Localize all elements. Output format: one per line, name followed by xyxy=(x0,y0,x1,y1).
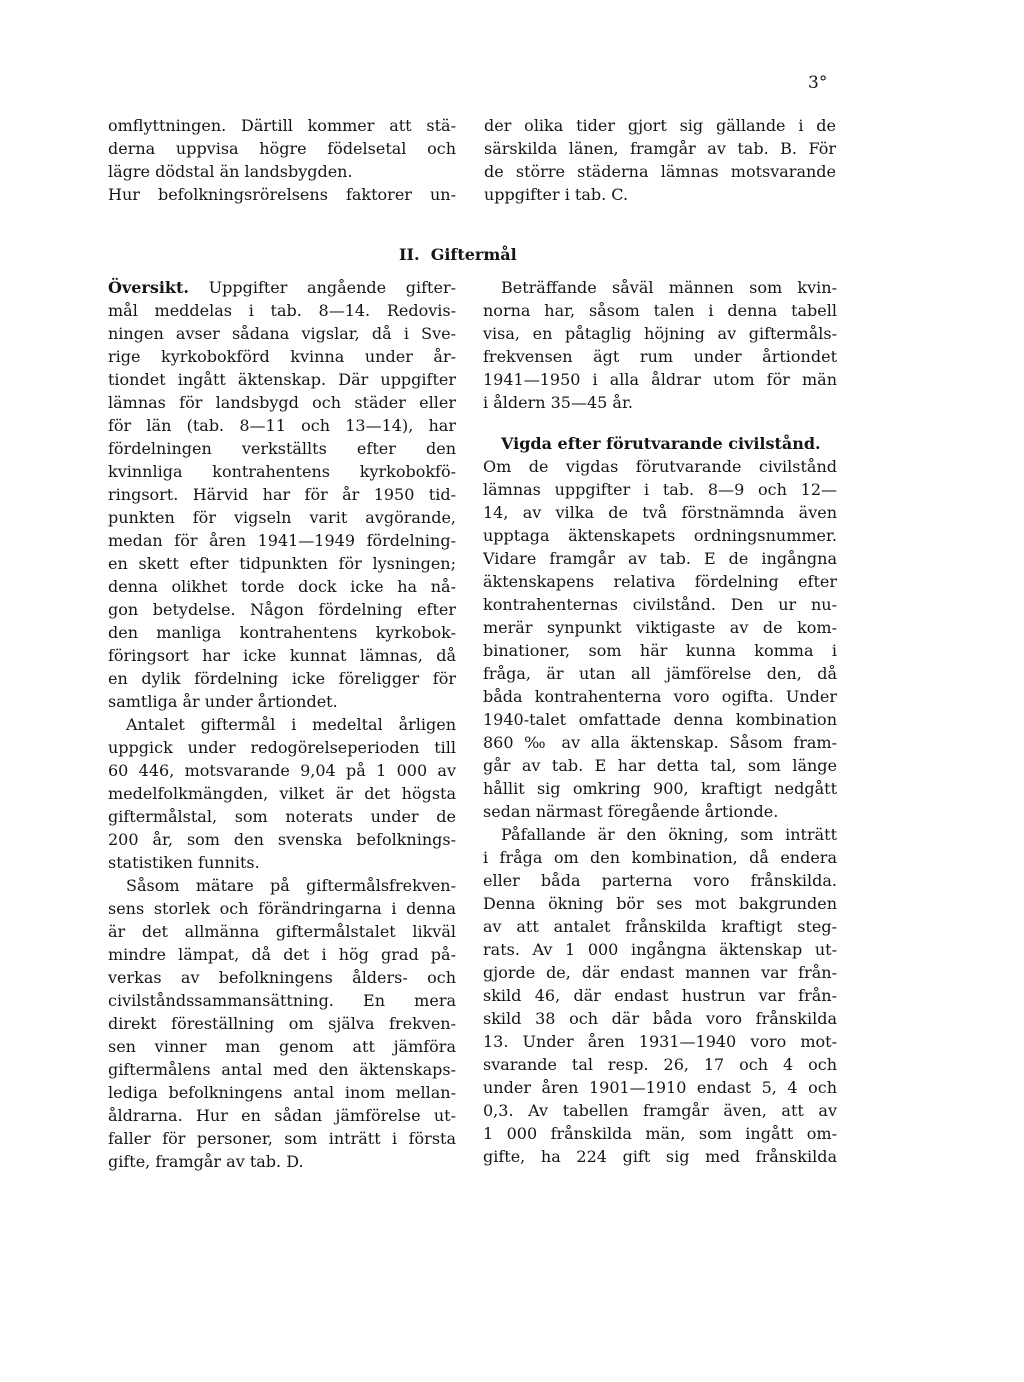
text-line: går av tab. E har detta tal, som länge xyxy=(483,756,837,775)
text-line: denna olikhet torde dock icke ha nå- xyxy=(108,577,456,596)
text-line: 1 000 frånskilda män, som ingått om- xyxy=(483,1124,837,1143)
text-line: mål meddelas i tab. 8—14. Redovis- xyxy=(108,301,456,320)
left-column xyxy=(108,276,456,1173)
text-line: civilståndssammansättning. En mera xyxy=(108,991,456,1010)
lead-label: Översikt. xyxy=(108,278,189,297)
text-line: punkten för vigseln varit avgörande, xyxy=(108,508,456,527)
text-line: kvinnliga kontrahentens kyrkobokfö- xyxy=(108,462,456,481)
text-line: giftermålens antal med den äktenskaps- xyxy=(108,1060,456,1079)
text-line: Påfallande är den ökning, som inträtt xyxy=(501,825,837,844)
text-line: svarande tal resp. 26, 17 och 4 och xyxy=(483,1055,837,1074)
text-line: den manliga kontrahentens kyrkobok- xyxy=(108,623,456,642)
text-line: 14, av vilka de två förstnämnda även xyxy=(483,503,837,522)
text-line: medelfolkmängden, vilket är det högsta xyxy=(108,784,456,803)
text-line: 860 ‰ av alla äktenskap. Såsom fram- xyxy=(483,733,837,752)
text-line: skild 46, där endast hustrun var från- xyxy=(483,986,837,1005)
text-line: kontrahenternas civilstånd. Den ur nu- xyxy=(483,595,837,614)
text-line: medan för åren 1941—1949 fördelning- xyxy=(108,531,456,550)
text-line: statistiken funnits. xyxy=(108,853,260,872)
text-line: rats. Av 1 000 ingångna äktenskap ut- xyxy=(483,940,837,959)
section-heading xyxy=(399,244,517,266)
text-line: faller för personer, som inträtt i första xyxy=(108,1129,456,1148)
text-line: lämnas för landsbygd och städer eller xyxy=(108,393,456,412)
text-line: Denna ökning bör ses mot bakgrunden xyxy=(483,894,837,913)
text-line: lediga befolkningens antal inom mellan- xyxy=(108,1083,456,1102)
text-line xyxy=(108,276,456,299)
text-line: ringsort. Härvid har för år 1950 tid- xyxy=(108,485,456,504)
text-line: samtliga år under årtiondet. xyxy=(108,692,338,711)
page-number: 3° xyxy=(808,73,828,93)
text-line: Antalet giftermål i medeltal årligen xyxy=(126,715,456,734)
text-line: Beträffande såväl männen som kvin- xyxy=(501,278,837,297)
text-line: 1941—1950 i alla åldrar utom för män xyxy=(483,370,837,389)
text-line: verkas av befolkningens ålders- och xyxy=(108,968,456,987)
text-line: Hur befolkningsrörelsens faktorer un- xyxy=(108,185,456,204)
text-line: rige kyrkobokförd kvinna under år- xyxy=(108,347,456,366)
text-line: är det allmänna giftermålstalet likväl xyxy=(108,922,456,941)
text-line: 1940-talet omfattade denna kombination xyxy=(483,710,837,729)
right-column xyxy=(483,276,837,1168)
text-line: föringsort har icke kunnat lämnas, då xyxy=(108,646,456,665)
text-line: mindre lämpat, då det i hög grad på- xyxy=(108,945,456,964)
top-left-column xyxy=(108,114,456,206)
text-line: gifte, ha 224 gift sig med frånskilda xyxy=(483,1147,837,1166)
text-line: sedan närmast föregående årtionde. xyxy=(483,802,779,821)
text-span: Uppgifter angående gifter- xyxy=(208,278,456,297)
text-line: binationer, som här kunna komma i xyxy=(483,641,837,660)
text-line: 0,3. Av tabellen framgår även, att av xyxy=(483,1101,837,1120)
text-line: der olika tider gjort sig gällande i de xyxy=(484,116,836,135)
section-number: II. xyxy=(399,245,420,264)
text-line: i åldern 35—45 år. xyxy=(483,393,633,412)
subheading: Vigda efter förutvarande civilstånd. xyxy=(501,434,821,453)
text-line: uppgick under redogörelseperioden till xyxy=(108,738,456,757)
text-line: sens storlek och förändringarna i denna xyxy=(108,899,456,918)
text-line: gjorde de, där endast mannen var från- xyxy=(483,963,837,982)
text-line: norna har, såsom talen i denna tabell xyxy=(483,301,837,320)
text-line: direkt föreställning om själva frekven- xyxy=(108,1014,456,1033)
text-line: för län (tab. 8—11 och 13—14), har xyxy=(108,416,456,435)
text-line: merär synpunkt viktigaste av de kom- xyxy=(483,618,837,637)
text-line: 200 år, som den svenska befolknings- xyxy=(108,830,456,849)
text-line: åldrarna. Hur en sådan jämförelse ut- xyxy=(108,1106,456,1125)
text-line: särskilda länen, framgår av tab. B. För xyxy=(484,139,836,158)
text-line: eller båda parterna voro frånskilda. xyxy=(483,871,837,890)
text-line: sen vinner man genom att jämföra xyxy=(108,1037,456,1056)
text-line: fråga, är utan all jämförelse den, då xyxy=(483,664,837,683)
text-line: lägre dödstal än landsbygden. xyxy=(108,162,353,181)
text-line: i fråga om den kombination, då endera xyxy=(483,848,837,867)
text-line: visa, en påtaglig höjning av giftermåls- xyxy=(483,324,837,343)
text-line: tiondet ingått äktenskap. Där uppgifter xyxy=(108,370,456,389)
text-line: Såsom mätare på giftermålsfrekven- xyxy=(126,876,456,895)
text-line: 13. Under åren 1931—1940 voro mot- xyxy=(483,1032,837,1051)
text-line: omflyttningen. Därtill kommer att stä- xyxy=(108,116,456,135)
text-line: Vidare framgår av tab. E de ingångna xyxy=(483,549,837,568)
text-line: gon betydelse. Någon fördelning efter xyxy=(108,600,456,619)
text-line: äktenskapens relativa fördelning efter xyxy=(483,572,837,591)
text-line: frekvensen ägt rum under årtiondet xyxy=(483,347,837,366)
text-line: båda kontrahenterna voro ogifta. Under xyxy=(483,687,837,706)
text-line: en skett efter tidpunkten för lysningen; xyxy=(108,554,456,573)
text-line: upptaga äktenskapets ordningsnummer. xyxy=(483,526,837,545)
text-line: giftermålstal, som noterats under de xyxy=(108,807,456,826)
paragraph-gap xyxy=(483,414,837,432)
text-line: de större städerna lämnas motsvarande xyxy=(484,162,836,181)
text-line: Om de vigdas förutvarande civilstånd xyxy=(483,457,837,476)
text-line: ningen avser sådana vigslar, då i Sve- xyxy=(108,324,456,343)
text-line: under åren 1901—1910 endast 5, 4 och xyxy=(483,1078,837,1097)
text-line: derna uppvisa högre födelsetal och xyxy=(108,139,456,158)
top-right-column xyxy=(484,114,836,206)
text-line: av att antalet frånskilda kraftigt steg- xyxy=(483,917,837,936)
text-line: skild 38 och där båda voro frånskilda xyxy=(483,1009,837,1028)
text-line: hållit sig omkring 900, kraftigt nedgått xyxy=(483,779,837,798)
text-line: en dylik fördelning icke föreligger för xyxy=(108,669,456,688)
text-line: gifte, framgår av tab. D. xyxy=(108,1152,304,1171)
text-line: lämnas uppgifter i tab. 8—9 och 12— xyxy=(483,480,837,499)
section-title: Giftermål xyxy=(430,245,517,264)
text-line: fördelningen verkställts efter den xyxy=(108,439,456,458)
text-line: 60 446, motsvarande 9,04 på 1 000 av xyxy=(108,761,456,780)
text-line: uppgifter i tab. C. xyxy=(484,185,629,204)
